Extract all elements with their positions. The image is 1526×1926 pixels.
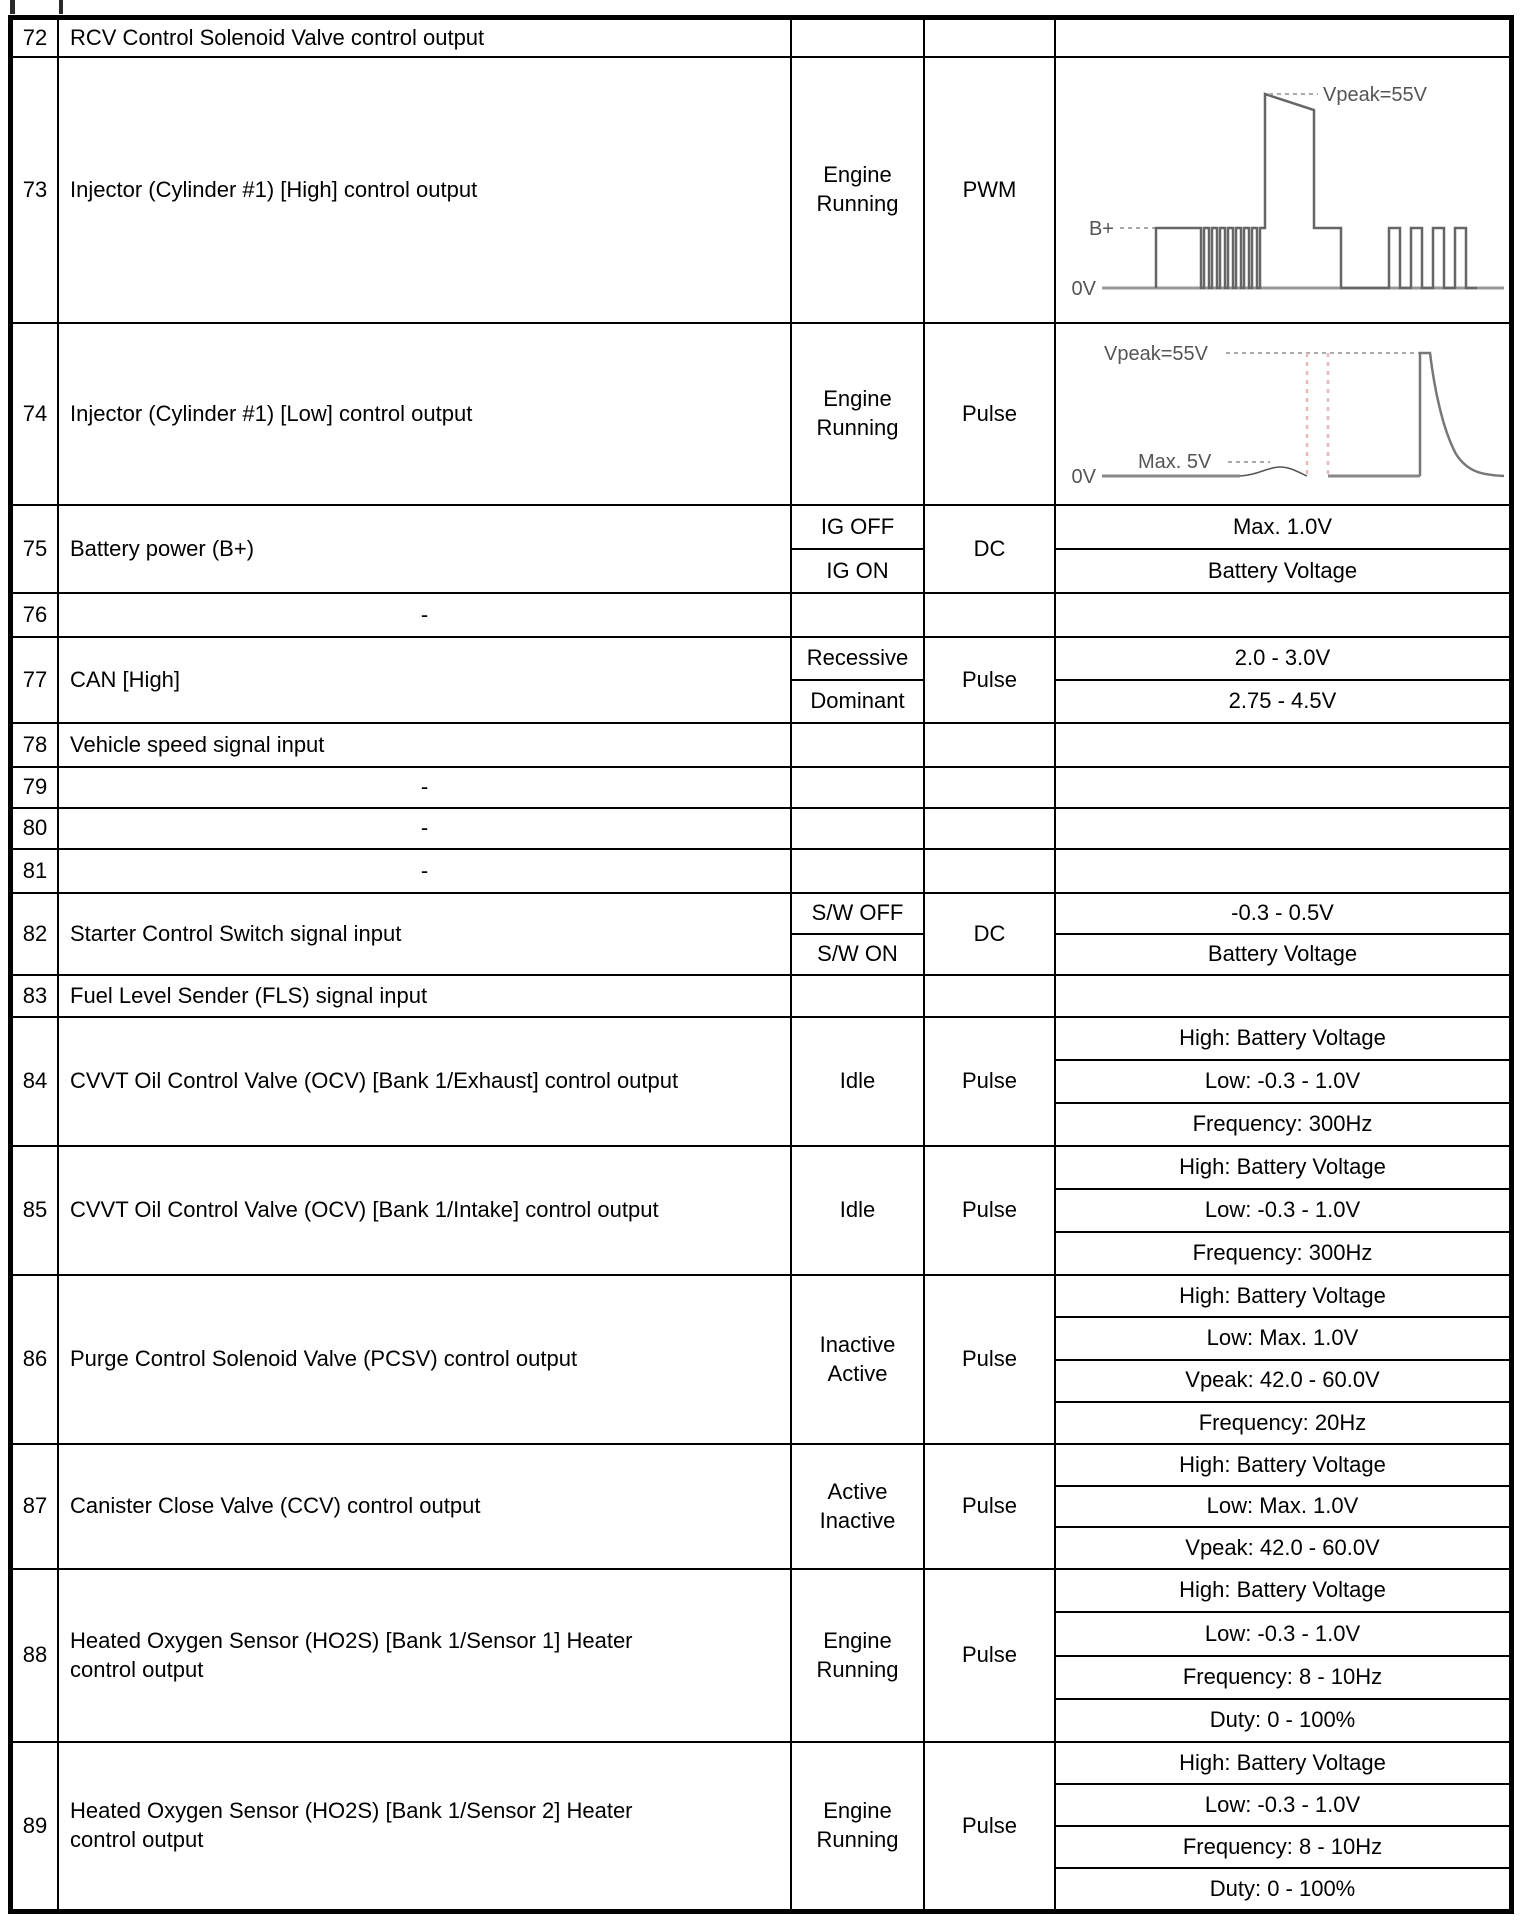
description-text: - — [420, 857, 429, 883]
pin-cell — [13, 1743, 59, 1909]
description-cell — [59, 1147, 792, 1274]
description-line: Heated Oxygen Sensor (HO2S) [Bank 1/Sensor 2] Heater — [70, 1798, 633, 1824]
level-cell — [1056, 20, 1509, 56]
page-artifact — [59, 0, 63, 14]
page-artifact — [10, 0, 15, 14]
vpeak-label: Vpeak=55V — [1323, 84, 1427, 106]
description-cell — [59, 768, 792, 807]
pin-number: 72 — [22, 24, 48, 50]
zero-volt-label: 0V — [1071, 278, 1096, 300]
condition-cell — [792, 638, 925, 722]
pin-cell — [13, 724, 59, 766]
type-cell — [925, 768, 1056, 807]
condition-subcell — [792, 894, 923, 935]
description-cell — [59, 58, 792, 322]
type-cell — [925, 809, 1056, 848]
level-cell — [1056, 506, 1509, 592]
type-cell — [925, 894, 1056, 974]
pin-number: 73 — [22, 176, 48, 202]
description-text: RCV Control Solenoid Valve control output — [70, 24, 485, 50]
description-text: Fuel Level Sender (FLS) signal input — [70, 982, 428, 1008]
type-text: Pulse — [961, 666, 1018, 692]
condition-text: S/W OFF — [811, 900, 904, 926]
level-text: -0.3 - 0.5V — [1231, 900, 1334, 926]
level-text: 2.0 - 3.0V — [1234, 645, 1331, 671]
level-subcell — [1056, 1613, 1509, 1656]
description-cell — [59, 724, 792, 766]
level-text: Low: -0.3 - 1.0V — [1204, 1791, 1361, 1817]
level-cell — [1056, 894, 1509, 974]
description-text: CVVT Oil Control Valve (OCV) [Bank 1/Intake] control output — [70, 1197, 659, 1223]
vpeak-label: Vpeak=55V — [1104, 343, 1208, 365]
level-cell — [1056, 1147, 1509, 1274]
condition-cell — [792, 1743, 925, 1909]
pin-number: 77 — [22, 666, 48, 692]
pin-cell — [13, 768, 59, 807]
level-text: High: Battery Voltage — [1179, 1749, 1386, 1775]
condition-text: Running — [816, 191, 899, 216]
pin-cell — [13, 894, 59, 974]
level-text: Vpeak: 42.0 - 60.0V — [1185, 1367, 1380, 1393]
pin-number: 82 — [22, 920, 48, 946]
description-cell — [59, 1445, 792, 1568]
zero-volt-label: 0V — [1071, 466, 1096, 488]
table-row — [13, 976, 1509, 1018]
table-row — [13, 20, 1509, 58]
table-row — [13, 1570, 1509, 1743]
type-cell — [925, 850, 1056, 892]
level-cell — [1056, 1445, 1509, 1568]
type-cell — [925, 1276, 1056, 1443]
condition-cell — [792, 20, 925, 56]
level-text: Duty: 0 - 100% — [1209, 1707, 1356, 1733]
pin-cell — [13, 1018, 59, 1145]
type-cell — [925, 594, 1056, 636]
pwm-signal-trace — [1156, 94, 1477, 288]
description-text: Canister Close Valve (CCV) control output — [70, 1493, 481, 1519]
pin-cell — [13, 324, 59, 504]
description-text: CVVT Oil Control Valve (OCV) [Bank 1/Exhaust] control output — [70, 1068, 679, 1094]
description-text: - — [420, 601, 429, 627]
level-subcell — [1056, 506, 1509, 550]
type-cell — [925, 324, 1056, 504]
table-row — [13, 594, 1509, 638]
condition-cell — [792, 1445, 925, 1568]
description-text: CAN [High] — [70, 666, 181, 692]
pin-number: 86 — [22, 1346, 48, 1372]
type-cell — [925, 20, 1056, 56]
level-text: 2.75 - 4.5V — [1228, 688, 1337, 714]
level-subcell — [1056, 1785, 1509, 1827]
condition-text: Idle — [839, 1197, 876, 1223]
table-row — [13, 1743, 1509, 1909]
condition-text: Active — [827, 1360, 888, 1386]
condition-text: IG OFF — [820, 513, 895, 539]
level-subcell — [1056, 550, 1509, 592]
level-subcell — [1056, 1445, 1509, 1487]
pin-cell — [13, 594, 59, 636]
level-subcell — [1056, 935, 1509, 974]
description-line: Heated Oxygen Sensor (HO2S) [Bank 1/Sensor 1] Heater — [70, 1627, 633, 1653]
level-subcell — [1056, 1361, 1509, 1403]
pin-number: 74 — [22, 400, 48, 426]
level-text: Frequency: 20Hz — [1198, 1409, 1367, 1435]
level-subcell — [1056, 1061, 1509, 1104]
pin-number: 81 — [22, 857, 48, 883]
description-cell — [59, 1570, 792, 1741]
description-line: control output — [70, 1656, 204, 1682]
condition-cell — [792, 324, 925, 504]
type-cell — [925, 976, 1056, 1016]
type-cell — [925, 1743, 1056, 1909]
type-cell — [925, 58, 1056, 322]
type-text: Pulse — [961, 1642, 1018, 1668]
level-text: Low: -0.3 - 1.0V — [1204, 1620, 1361, 1646]
table-row — [13, 58, 1509, 324]
condition-text: Running — [816, 415, 899, 440]
level-subcell — [1056, 1528, 1509, 1568]
pin-number: 79 — [22, 774, 48, 800]
level-subcell — [1056, 1570, 1509, 1613]
condition-text: IG ON — [826, 557, 889, 583]
level-subcell — [1056, 1190, 1509, 1233]
condition-subcell — [792, 681, 923, 722]
description-cell — [59, 1743, 792, 1909]
level-subcell — [1056, 1487, 1509, 1529]
type-cell — [925, 638, 1056, 722]
level-cell — [1056, 1018, 1509, 1145]
condition-text: Engine — [823, 1627, 892, 1653]
description-text: - — [420, 774, 429, 800]
table-row — [13, 850, 1509, 894]
condition-text: Recessive — [806, 645, 909, 671]
type-text: DC — [973, 920, 1006, 946]
pin-cell — [13, 20, 59, 56]
level-subcell — [1056, 1700, 1509, 1741]
level-subcell — [1056, 1827, 1509, 1869]
level-text: Low: Max. 1.0V — [1206, 1493, 1359, 1519]
condition-text: Running — [816, 1827, 899, 1852]
table-row — [13, 1445, 1509, 1570]
pin-cell — [13, 1445, 59, 1568]
level-text: High: Battery Voltage — [1179, 1282, 1386, 1308]
pin-cell — [13, 638, 59, 722]
level-text: Frequency: 8 - 10Hz — [1182, 1663, 1383, 1689]
description-text: Starter Control Switch signal input — [70, 920, 402, 946]
level-cell — [1056, 58, 1509, 322]
connector-pin-table — [8, 15, 1514, 1914]
level-subcell — [1056, 638, 1509, 681]
type-text: PWM — [962, 176, 1017, 202]
level-cell — [1056, 324, 1509, 504]
level-cell — [1056, 976, 1509, 1016]
table-row — [13, 1276, 1509, 1445]
level-text: Low: -0.3 - 1.0V — [1204, 1197, 1361, 1223]
condition-cell — [792, 1276, 925, 1443]
level-cell — [1056, 850, 1509, 892]
level-subcell — [1056, 894, 1509, 935]
table-row — [13, 506, 1509, 594]
type-cell — [925, 724, 1056, 766]
description-cell — [59, 20, 792, 56]
condition-cell — [792, 594, 925, 636]
level-subcell — [1056, 1657, 1509, 1700]
pin-number: 84 — [22, 1068, 48, 1094]
type-text: DC — [973, 535, 1006, 561]
type-text: Pulse — [961, 1493, 1018, 1519]
waveform-pulse-diagram — [1056, 324, 1509, 504]
condition-cell — [792, 724, 925, 766]
type-text: Pulse — [961, 1197, 1018, 1223]
level-subcell — [1056, 1276, 1509, 1318]
table-row — [13, 724, 1509, 768]
description-text: - — [420, 815, 429, 841]
bplus-label: B+ — [1088, 218, 1114, 240]
condition-text: Engine — [823, 162, 892, 188]
level-subcell — [1056, 1403, 1509, 1443]
type-cell — [925, 1147, 1056, 1274]
condition-cell — [792, 894, 925, 974]
pin-cell — [13, 1276, 59, 1443]
level-cell — [1056, 1743, 1509, 1909]
condition-subcell — [792, 935, 923, 974]
condition-cell — [792, 58, 925, 322]
level-cell — [1056, 1276, 1509, 1443]
level-cell — [1056, 809, 1509, 848]
pin-cell — [13, 976, 59, 1016]
condition-subcell — [792, 550, 923, 592]
condition-cell — [792, 976, 925, 1016]
signal-bump-trace — [1240, 467, 1307, 476]
pin-number: 83 — [22, 982, 48, 1008]
pin-number: 89 — [22, 1812, 48, 1838]
waveform-pwm-diagram — [1056, 58, 1509, 322]
level-text: Frequency: 8 - 10Hz — [1182, 1833, 1383, 1859]
description-cell — [59, 324, 792, 504]
condition-text: Idle — [839, 1068, 876, 1094]
condition-text: Active — [827, 1478, 888, 1504]
description-cell — [59, 976, 792, 1016]
description-cell — [59, 638, 792, 722]
level-subcell — [1056, 1869, 1509, 1909]
condition-subcell — [792, 638, 923, 681]
table-row — [13, 809, 1509, 850]
description-text — [70, 1627, 633, 1684]
level-text: High: Battery Voltage — [1179, 1577, 1386, 1603]
condition-cell — [792, 1570, 925, 1741]
table-row — [13, 894, 1509, 976]
pin-number: 85 — [22, 1197, 48, 1223]
description-line: control output — [70, 1827, 204, 1852]
level-text: High: Battery Voltage — [1179, 1154, 1386, 1180]
level-cell — [1056, 638, 1509, 722]
description-cell — [59, 1018, 792, 1145]
description-text — [70, 1797, 633, 1854]
level-subcell — [1056, 1104, 1509, 1145]
description-cell — [59, 894, 792, 974]
level-text: Battery Voltage — [1207, 941, 1358, 967]
max5v-label: Max. 5V — [1138, 451, 1212, 473]
level-text: Low: Max. 1.0V — [1206, 1325, 1359, 1351]
type-cell — [925, 1570, 1056, 1741]
pin-number: 75 — [22, 535, 48, 561]
level-text: Frequency: 300Hz — [1192, 1240, 1373, 1266]
level-text: Low: -0.3 - 1.0V — [1204, 1068, 1361, 1094]
level-cell — [1056, 724, 1509, 766]
condition-cell — [792, 1018, 925, 1145]
condition-text: Inactive — [819, 1507, 896, 1533]
condition-text: Engine — [823, 1798, 892, 1824]
level-text: Duty: 0 - 100% — [1209, 1875, 1356, 1901]
level-text: Frequency: 300Hz — [1192, 1111, 1373, 1137]
type-text: Pulse — [961, 1812, 1018, 1838]
pin-cell — [13, 58, 59, 322]
level-subcell — [1056, 681, 1509, 722]
pin-cell — [13, 506, 59, 592]
description-text: Injector (Cylinder #1) [Low] control output — [70, 400, 473, 426]
pin-number: 88 — [22, 1642, 48, 1668]
pin-number: 87 — [22, 1493, 48, 1519]
table-row — [13, 1147, 1509, 1276]
condition-subcell — [792, 506, 923, 550]
condition-text: Running — [816, 1656, 899, 1682]
condition-cell — [792, 809, 925, 848]
level-subcell — [1056, 1233, 1509, 1274]
level-subcell — [1056, 1147, 1509, 1190]
condition-text: Engine — [823, 386, 892, 412]
table-row — [13, 638, 1509, 724]
condition-text: S/W ON — [817, 941, 898, 967]
description-text: Purge Control Solenoid Valve (PCSV) control output — [70, 1346, 578, 1372]
condition-cell — [792, 1147, 925, 1274]
description-cell — [59, 506, 792, 592]
type-cell — [925, 1018, 1056, 1145]
pin-cell — [13, 850, 59, 892]
type-text: Pulse — [961, 1346, 1018, 1372]
level-text: Battery Voltage — [1207, 557, 1358, 583]
pin-cell — [13, 1147, 59, 1274]
level-cell — [1056, 594, 1509, 636]
condition-cell — [792, 850, 925, 892]
pulse-spike-trace — [1420, 353, 1504, 476]
description-cell — [59, 809, 792, 848]
pin-cell — [13, 1570, 59, 1741]
level-cell — [1056, 768, 1509, 807]
condition-cell — [792, 768, 925, 807]
pin-cell — [13, 809, 59, 848]
condition-text: Inactive — [819, 1331, 896, 1357]
type-cell — [925, 1445, 1056, 1568]
type-cell — [925, 506, 1056, 592]
level-text: High: Battery Voltage — [1179, 1025, 1386, 1051]
condition-cell — [792, 506, 925, 592]
table-row — [13, 768, 1509, 809]
type-text: Pulse — [961, 400, 1018, 426]
table-row — [13, 324, 1509, 506]
level-text: Max. 1.0V — [1232, 513, 1333, 539]
description-cell — [59, 850, 792, 892]
table-row — [13, 1018, 1509, 1147]
description-text: Injector (Cylinder #1) [High] control output — [70, 176, 478, 202]
pin-number: 80 — [22, 815, 48, 841]
description-cell — [59, 1276, 792, 1443]
description-text: Vehicle speed signal input — [70, 731, 325, 757]
level-text: High: Battery Voltage — [1179, 1451, 1386, 1477]
description-text: Battery power (B+) — [70, 535, 255, 561]
level-text: Vpeak: 42.0 - 60.0V — [1185, 1534, 1380, 1560]
level-subcell — [1056, 1018, 1509, 1061]
level-subcell — [1056, 1743, 1509, 1785]
condition-text: Dominant — [810, 688, 905, 714]
level-subcell — [1056, 1318, 1509, 1360]
type-text: Pulse — [961, 1068, 1018, 1094]
pin-number: 76 — [22, 601, 48, 627]
level-cell — [1056, 1570, 1509, 1741]
pin-number: 78 — [22, 731, 48, 757]
description-cell — [59, 594, 792, 636]
